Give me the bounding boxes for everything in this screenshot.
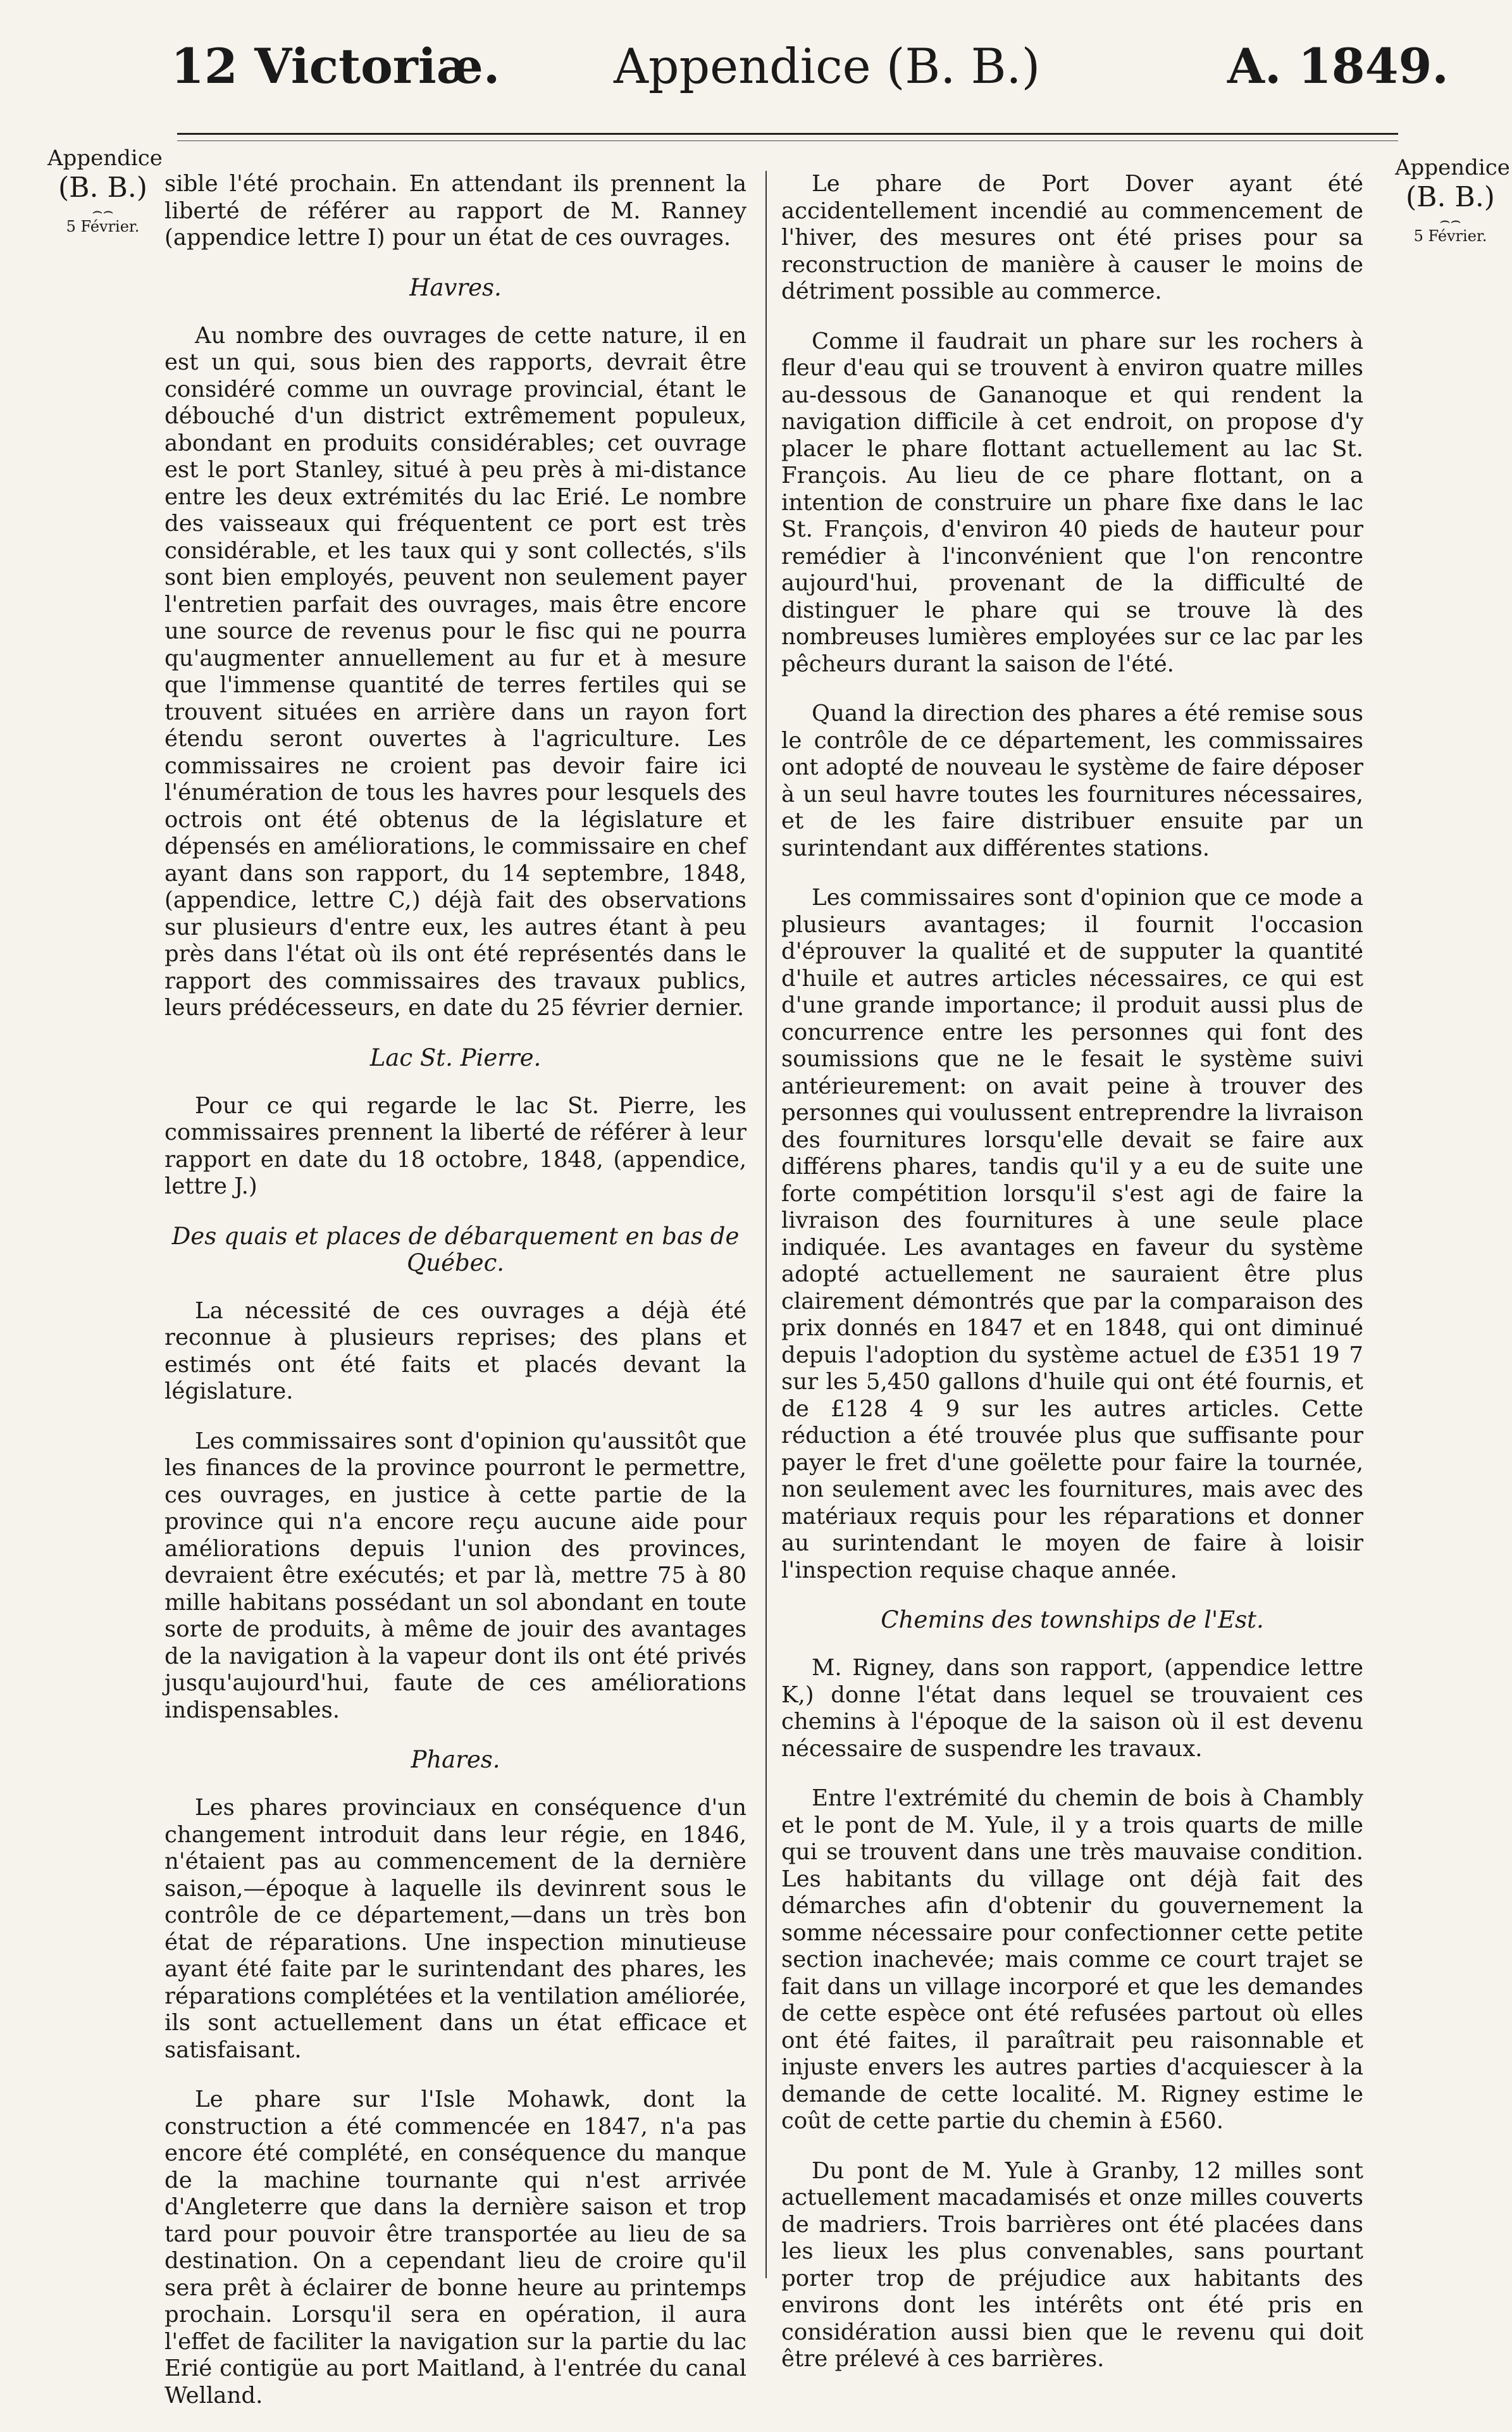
header-session: 12 Victoriæ. [171,38,500,94]
paragraph-opinion: Les commissaires sont d'opinion que ce mode a plusieurs avantages; il fournit l'occasion d'éprouver la qualité et de supputer la quantité d'huile et autres articles nécessaires, ce qui est d'une grande importance; il produit aussi plus de concurrence entre les personnes qui font des soumissions que ne le fesait le système suivi antérieurement: on avait peine à trouver des personnes qui voulussent entreprendre la livraison des fournitures lorsqu'elle devait se faire aux différens phares, tandis qu'il y a eu de suite une forte compétition lorsqu'il s'est agi de faire la livraison des fournitures à une seule place indiquée. Les avantages en faveur du système adopté actuellement ne sauraient être plus clairement démontrés que par la comparaison des prix donnés en 1847 et en 1848, qui ont diminué depuis l'adoption du système actuel de £351 19 7 sur les 5,450 gallons d'huile qui ont été fournis, et de £128 4 9 sur les autres articles. Cette réduction a été trouvée plus que suffisante pour payer le fret d'une goëlette pour faire la tournée, non seulement avec les fournitures, mais avec des matériaux requis pour les réparations et donner au surintendant le moyen de faire à loisir l'inspection requise chaque année. [781,885,1363,1583]
paragraph-havres: Au nombre des ouvrages de cette nature, il en est un qui, sous bien des rapports, devrait être considéré comme un ouvrage provincial, étant le débouché d'un district extrêmement populeux, abondant en produits considérables; cet ouvrage est le port Stanley, situé à peu près à mi-distance entre les deux extrémités du lac Erié. Le nombre des vaisseaux qui fréquentent ce port est très considérable, et les taux qui y sont collectés, s'ils sont bien employés, peuvent non seulement payer l'entretien parfait des ouvrages, mais être encore une source de revenus pour le fisc qui ne pourra qu'augmenter annuellement au fur et à mesure que l'immense quantité de terres fertiles qui se trouvent situées en arrière dans un rayon fort étendu seront ouvertes à l'agriculture. Les commissaires ne croient pas devoir faire ici l'énumération de tous les havres pour lesquels des octrois ont été obtenus de la législature et dépensés en améliorations, le commissaire en chef ayant dans son rapport, du 14 septembre, 1848, (appendice, lettre C,) déjà fait des observations sur plusieurs d'entre eux, les autres étant à peu près dans l'état où ils ont été représentés dans le rapport des commissaires des travaux publics, leurs prédécesseurs, en date du 25 février dernier. [164,322,747,1021]
right-column [781,171,1363,2396]
header-year: A. 1849. [1227,38,1449,94]
paragraph-intro: sible l'été prochain. En attendant ils prennent la liberté de référer au rapport de M. Ranney (appendice lettre I) pour un état de ces ouvrages. [164,171,747,251]
paragraph-rochers: Comme il faudrait un phare sur les rochers à fleur d'eau qui se trouvent à environ quatre milles au-dessous de Gananoque et qui rendent la navigation difficile à cet endroit, on propose d'y placer le phare flottant actuellement au lac St. François. Au lieu de ce phare flottant, on a intention de construire un phare fixe dans le lac St. François, d'environ 40 pieds de hauteur pour remédier à l'inconvénient que l'on rencontre aujourd'hui, provenant de la difficulté de distinguer le phare qui se trouve là des nombreuses lumières employées sur ce lac par les pêcheurs durant la saison de l'été. [781,328,1363,677]
left-column [164,171,747,2432]
margin-label: Appendice [47,146,163,171]
header-appendix: Appendice (B. B.) [614,38,1041,94]
right-margin-note [1395,155,1510,246]
column-divider [765,171,767,2278]
left-margin-note [47,146,163,236]
page-header [0,0,1512,146]
paragraph-phares-2: Le phare sur l'Isle Mohawk, dont la construction a été commencée en 1847, n'a pas encore été complété, en conséquence du manque de la machine tournante qui n'est arrivée d'Angleterre que dans la dernière saison et trop tard pour pouvoir être transportée au lieu de sa destination. On a cependant lieu de croire qu'il sera prêt à éclairer de bonne heure au printemps prochain. Lorsqu'il sera en opération, il aura l'effet de faciliter la navigation sur la partie du lac Erié contigüe au port Maitland, à l'entrée du canal Welland. [164,2086,747,2409]
paragraph-port-dover: Le phare de Port Dover ayant été accidentellement incendié au commencement de l'hiver, des mesures ont été prises pour sa reconstruction de manière à causer le moins de détriment possible au commerce. [781,171,1363,304]
margin-code: (B. B.) [58,171,147,204]
paragraph-lac-st-pierre: Pour ce qui regarde le lac St. Pierre, les commissaires prennent la liberté de référer à leur rapport en date du 18 octobre, 1848, (appendice, lettre J.) [164,1092,747,1199]
heading-havres: Havres. [409,273,502,301]
header-rule-thin [177,140,1398,141]
margin-brace: ⌢⌢ [1439,211,1461,230]
paragraph-quais-2: Les commissaires sont d'opinion qu'aussitôt que les finances de la province pourront le permettre, ces ouvrages, en justice à cette partie de la province qui n'a encore reçu aucune aide pour améliorations depuis l'union des provinces, devraient être exécutés; et par là, mettre 75 à 80 mille habitans possédant un sol abondant en toute sorte de produits, à même de jouir des avantages de la navigation à la vapeur dont ils ont été privés jusqu'aujourd'hui, faute de ces améliorations indispensables. [164,1428,747,1723]
paragraph-granby: Du pont de M. Yule à Granby, 12 milles sont actuellement macadamisés et onze milles couverts de madriers. Trois barrières ont été placées dans les lieux les plus convenables, sans pourtant porter trop de préjudice aux habitants des environs dont les intérêts ont été pris en considération aussi bien que le revenu qui doit être prélevé à ces barrières. [781,2157,1363,2372]
margin-brace: ⌢⌢ [92,201,114,221]
paragraph-rigney: M. Rigney, dans son rapport, (appendice lettre K,) donne l'état dans lequel se trouvaient ces chemins à l'époque de la saison où il est devenu nécessaire de suspendre les travaux. [781,1655,1363,1762]
heading-quais: Des quais et places de débarquement en bas de Québec. [171,1222,740,1276]
heading-chemins: Chemins des townships de l'Est. [881,1606,1264,1633]
paragraph-chambly: Entre l'extrémité du chemin de bois à Chambly et le pont de M. Yule, il y a trois quarts de mille qui se trouvent dans une très mauvaise condition. Les habitants du village ont déjà fait des démarches afin d'obtenir du gouvernement la somme nécessaire pour confectionner cette petite section inachevée; mais comme ce court trajet se fait dans un village incorporé et que les demandes de cette espèce ont été refusées partout où elles ont été faites, il paraîtrait peu raisonnable et injuste envers les autres parties d'acquiescer à la demande de cette localité. M. Rigney estime le coût de cette partie du chemin à £560. [781,1785,1363,2134]
paragraph-direction: Quand la direction des phares a été remise sous le contrôle de ce département, les commissaires ont adopté de nouveau le système de faire déposer à un seul havre toutes les fournitures nécessaires, et de les faire distribuer ensuite par un surintendant aux différentes stations. [781,701,1363,861]
margin-date: 5 Février. [1413,227,1487,246]
paragraph-quais-1: La nécessité de ces ouvrages a déjà été reconnue à plusieurs reprises; des plans et estimés ont été faits et placés devant la législature. [164,1297,747,1404]
heading-phares: Phares. [411,1746,500,1773]
paragraph-phares-1: Les phares provinciaux en conséquence d'un changement introduit dans leur régie, en 1846, n'étaient pas au commencement de la dernière saison,—époque à laquelle ils devinrent sous le contrôle de ce département,—dans un très bon état de réparations. Une inspection minutieuse ayant été faite par le surintendant des phares, les réparations complétées et la ventilation améliorée, ils sont actuellement dans un état efficace et satisfaisant. [164,1795,747,2063]
margin-date: 5 Février. [66,218,140,236]
margin-label: Appendice [1395,155,1510,180]
header-rule-thick [177,133,1398,135]
heading-lac-st-pierre: Lac St. Pierre. [369,1044,542,1071]
margin-code: (B. B.) [1406,180,1495,213]
